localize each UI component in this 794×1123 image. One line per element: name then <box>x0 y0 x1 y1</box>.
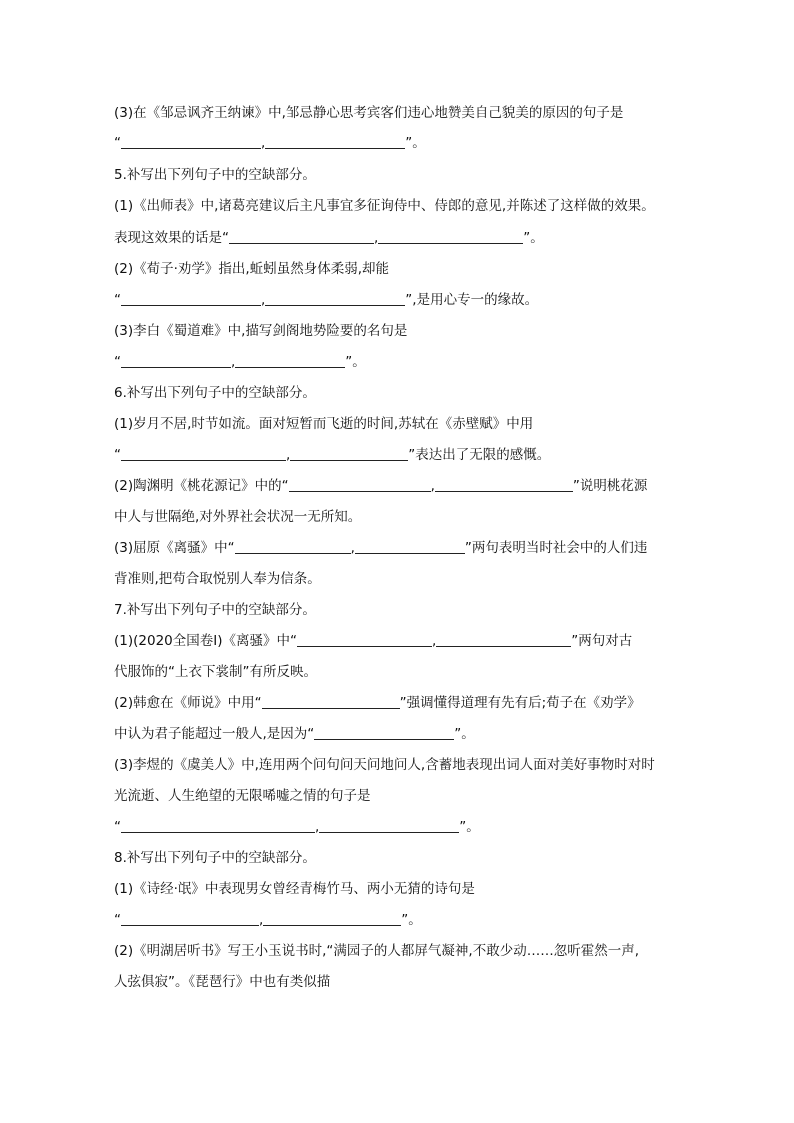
text: 表现这效果的话是“ <box>114 230 229 246</box>
answer-blank[interactable] <box>121 354 231 368</box>
text: ”两句表明当时社会中的人们违 <box>464 540 648 556</box>
open-quote: “ <box>114 819 121 835</box>
q5-1-answer-line <box>114 229 544 247</box>
text: (1)《出师表》中,诸葛亮建议后主凡事宜多征询侍中、侍郎的意见,并陈述了这样做的效果。 <box>114 198 655 214</box>
answer-blank[interactable] <box>235 540 351 554</box>
text: (3)屈原《离骚》中“ <box>114 540 235 556</box>
comma: , <box>231 354 236 370</box>
heading-text: 6.补写出下列句子中的空缺部分。 <box>114 385 316 401</box>
answer-blank[interactable] <box>121 135 261 149</box>
q7-3-prompt-continuation <box>114 787 371 805</box>
text: ”表达出了无限的感慨。 <box>408 447 551 463</box>
answer-blank[interactable] <box>435 478 573 492</box>
answer-blank[interactable] <box>263 912 401 926</box>
answer-blank[interactable] <box>235 354 345 368</box>
text: (1)(2020全国卷Ⅰ)《离骚》中“ <box>114 633 297 649</box>
answer-blank[interactable] <box>265 292 405 306</box>
close-quote: ”。 <box>459 819 480 835</box>
answer-blank[interactable] <box>378 230 523 244</box>
text: 代服饰的“上衣下裳制”有所反映。 <box>114 664 317 680</box>
q5-3-answer-line <box>114 353 366 371</box>
text: (3)李煜的《虞美人》中,连用两个问句问天问地问人,含蓄地表现出词人面对美好事物时对时 <box>114 757 655 773</box>
q4-3-answer-line <box>114 134 426 152</box>
q6-3-line <box>114 539 647 557</box>
q7-1-continuation <box>114 663 317 681</box>
comma: , <box>315 819 320 835</box>
text: 人弦俱寂”。《琵琶行》中也有类似描 <box>114 974 331 990</box>
q6-2-line <box>114 477 647 495</box>
answer-blank[interactable] <box>297 633 432 647</box>
text: (3)在《邹忌讽齐王纳谏》中,邹忌静心思考宾客们违心地赞美自己貌美的原因的句子是 <box>114 105 624 121</box>
open-quote: “ <box>114 354 121 370</box>
comma: , <box>259 912 264 928</box>
q8-1-prompt <box>114 880 475 898</box>
text: 背准则,把苟合取悦别人奉为信条。 <box>114 571 321 587</box>
close-quote: ”。 <box>405 135 426 151</box>
answer-blank[interactable] <box>121 912 259 926</box>
q8-1-answer-line <box>114 911 422 929</box>
answer-blank[interactable] <box>265 135 405 149</box>
question-5-heading <box>114 166 316 184</box>
comma: , <box>286 447 291 463</box>
text: 中人与世隔绝,对外界社会状况一无所知。 <box>114 509 362 525</box>
q5-1-prompt <box>114 197 655 215</box>
comma: , <box>374 230 379 246</box>
q8-2-continuation <box>114 973 330 991</box>
comma: , <box>261 135 266 151</box>
open-quote: “ <box>114 912 121 928</box>
close-quote: ”。 <box>401 912 422 928</box>
comma: , <box>432 633 437 649</box>
comma: , <box>261 292 266 308</box>
q5-2-prompt <box>114 260 389 278</box>
text: (2)《明湖居听书》写王小玉说书时,“满园子的人都屏气凝神,不敢少动……忽听霍然一声, <box>114 943 639 959</box>
answer-blank[interactable] <box>229 230 374 244</box>
answer-blank[interactable] <box>289 478 431 492</box>
answer-blank[interactable] <box>314 726 454 740</box>
answer-blank[interactable] <box>262 695 400 709</box>
heading-text: 5.补写出下列句子中的空缺部分。 <box>114 167 316 183</box>
text: (2)陶渊明《桃花源记》中的“ <box>114 478 289 494</box>
q5-3-prompt <box>114 322 407 340</box>
q7-2-line <box>114 694 641 712</box>
text: (3)李白《蜀道难》中,描写剑阁地势险要的名句是 <box>114 323 408 339</box>
heading-text: 8.补写出下列句子中的空缺部分。 <box>114 850 316 866</box>
text: (1)岁月不居,时节如流。面对短暂而飞逝的时间,苏轼在《赤壁赋》中用 <box>114 416 534 432</box>
answer-blank[interactable] <box>121 447 286 461</box>
answer-blank[interactable] <box>121 292 261 306</box>
text: 中认为君子能超过一般人,是因为“ <box>114 726 315 742</box>
answer-blank[interactable] <box>355 540 465 554</box>
open-quote: “ <box>114 135 121 151</box>
text: ”说明桃花源 <box>572 478 648 494</box>
q6-1-answer-line <box>114 446 550 464</box>
question-7-heading <box>114 601 316 619</box>
text: (2)《荀子·劝学》指出,蚯蚓虽然身体柔弱,却能 <box>114 261 389 277</box>
open-quote: “ <box>114 292 121 308</box>
close-quote: ”,是用心专一的缘故。 <box>405 292 539 308</box>
open-quote: “ <box>114 447 121 463</box>
q6-1-prompt <box>114 415 533 433</box>
q6-2-continuation <box>114 508 361 526</box>
question-6-heading <box>114 384 316 402</box>
answer-blank[interactable] <box>319 819 459 833</box>
q7-1-line <box>114 632 632 650</box>
text: ”强调懂得道理有先有后;荀子在《劝学》 <box>399 695 641 711</box>
text: (2)韩愈在《师说》中用“ <box>114 695 262 711</box>
comma: , <box>430 478 435 494</box>
q7-3-prompt <box>114 756 655 774</box>
q5-2-answer-line <box>114 291 538 309</box>
q8-2-prompt <box>114 942 639 960</box>
q6-3-continuation <box>114 570 321 588</box>
q7-2-continuation <box>114 725 475 743</box>
heading-text: 7.补写出下列句子中的空缺部分。 <box>114 602 316 618</box>
answer-blank[interactable] <box>121 819 315 833</box>
answer-blank[interactable] <box>436 633 571 647</box>
question-8-heading <box>114 849 316 867</box>
text: ”两句对古 <box>571 633 633 649</box>
close-quote: ”。 <box>454 726 475 742</box>
q4-3-prompt <box>114 104 623 122</box>
text: 光流逝、人生绝望的无限唏嘘之情的句子是 <box>114 788 371 804</box>
close-quote: ”。 <box>345 354 366 370</box>
answer-blank[interactable] <box>290 447 408 461</box>
close-quote: ”。 <box>523 230 544 246</box>
comma: , <box>350 540 355 556</box>
text: (1)《诗经·氓》中表现男女曾经青梅竹马、两小无猜的诗句是 <box>114 881 475 897</box>
q7-3-answer-line <box>114 818 480 836</box>
